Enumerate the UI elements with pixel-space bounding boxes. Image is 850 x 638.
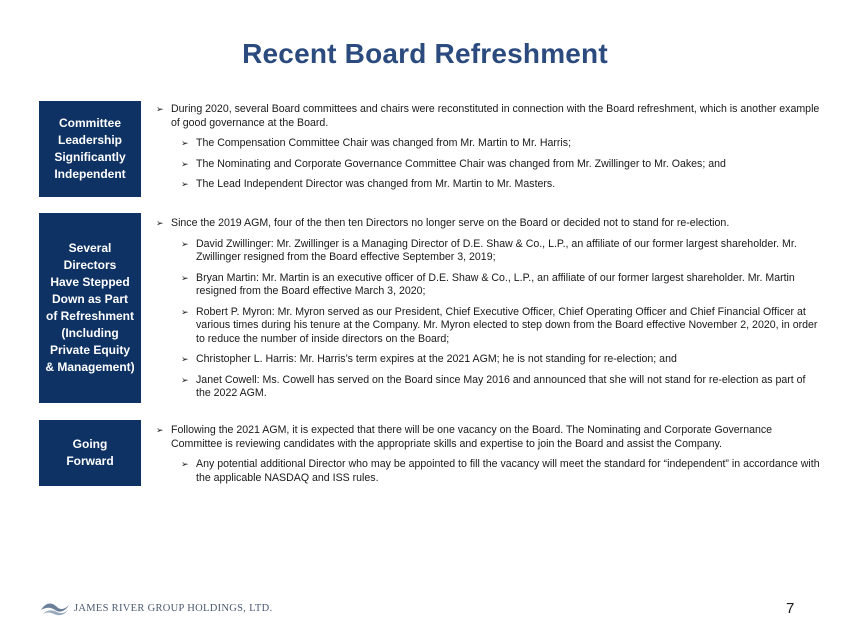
sub-bullet-item: ➢ David Zwillinger: Mr. Zwillinger is a Managing Director of D.E. Shaw & Co., L.P., an affiliate of our former largest shareholder. Mr. Zwillinger resigned from the Board effective September 3, 2019; (181, 237, 797, 263)
section-label-committee-leadership (39, 101, 141, 197)
bullet-item: ➢ Following the 2021 AGM, it is expected that there will be one vacancy on the Board. The Nominating and Corporate Governance Committee is reviewing candidates with the appropriate skills and expertise to join the Board and assist the Company. (156, 424, 773, 450)
arrow-bullet-icon: ➢ (181, 158, 189, 169)
arrow-bullet-icon: ➢ (181, 354, 189, 364)
sub-bullet-item: ➢ Bryan Martin: Mr. Martin is an executive officer of D.E. Shaw & Co., L.P., an affiliate of our former largest shareholder. Mr. Martin resigned from the Board effective March 3, 2020; (181, 271, 795, 297)
arrow-bullet-icon: ➢ (181, 272, 189, 283)
section-label-text: Several Directors Have Stepped Down as Part of Refreshment (Including Private Equity & Management) (45, 241, 135, 374)
page-title: Recent Board Refreshment (242, 38, 608, 69)
section-label-directors-stepped-down (39, 213, 141, 403)
arrow-bullet-icon: ➢ (181, 374, 189, 385)
arrow-bullet-icon: ➢ (181, 238, 189, 249)
arrow-bullet-icon: ➢ (156, 425, 164, 435)
company-logo (40, 599, 272, 617)
bullet-item: ➢ Since the 2019 AGM, four of the then ten Directors no longer serve on the Board or decided not to stand for re-election. (156, 217, 730, 229)
section-label-text: Going Forward (66, 437, 114, 468)
arrow-bullet-icon: ➢ (181, 459, 189, 469)
company-name: JAMES RIVER GROUP HOLDINGS, LTD. (74, 602, 273, 614)
sub-bullet-item: ➢ Any potential additional Director who may be appointed to fill the vacancy will meet the standard for “independent” in accordance with the applicable NASDAQ and ISS rules. (181, 458, 820, 484)
sub-bullet-item: ➢ Robert P. Myron: Mr. Myron served as our President, Chief Executive Officer, Chief Operating Officer and Chief Financial Officer at various times during his tenure at the Company. Mr. Myron elected to step down from the Board effective November 2, 2020, in order to reduce the number of inside directors on the Board; (181, 305, 818, 345)
section-content-directors-stepped-down (156, 217, 820, 408)
section-content-committee-leadership (156, 103, 820, 199)
arrow-bullet-icon: ➢ (156, 218, 164, 228)
sub-bullet-item: ➢ The Lead Independent Director was changed from Mr. Martin to Mr. Masters. (181, 178, 556, 190)
arrow-bullet-icon: ➢ (156, 104, 164, 114)
section-label-text: Committee Leadership Significantly Independent (54, 116, 126, 181)
river-logo-icon (40, 599, 70, 617)
arrow-bullet-icon: ➢ (181, 306, 189, 317)
section-label-going-forward (39, 420, 141, 486)
sub-bullet-item: ➢ The Compensation Committee Chair was changed from Mr. Martin to Mr. Harris; (181, 137, 572, 149)
arrow-bullet-icon: ➢ (181, 179, 189, 189)
arrow-bullet-icon: ➢ (181, 138, 189, 148)
section-content-going-forward (156, 424, 820, 492)
page-number: 7 (786, 600, 795, 617)
sub-bullet-item: ➢ Janet Cowell: Ms. Cowell has served on the Board since May 2016 and announced that she will not stand for re-election as part of the 2022 AGM. (181, 373, 806, 399)
sub-bullet-item: ➢ Christopher L. Harris: Mr. Harris’s term expires at the 2021 AGM; he is not standing for re-election; and (181, 353, 677, 365)
sub-bullet-item: ➢ The Nominating and Corporate Governance Committee Chair was changed from Mr. Zwillinger to Mr. Oakes; and (181, 157, 726, 170)
bullet-item: ➢ During 2020, several Board committees and chairs were reconstituted in connection with the Board refreshment, which is another example of good governance at the Board. (156, 103, 820, 129)
